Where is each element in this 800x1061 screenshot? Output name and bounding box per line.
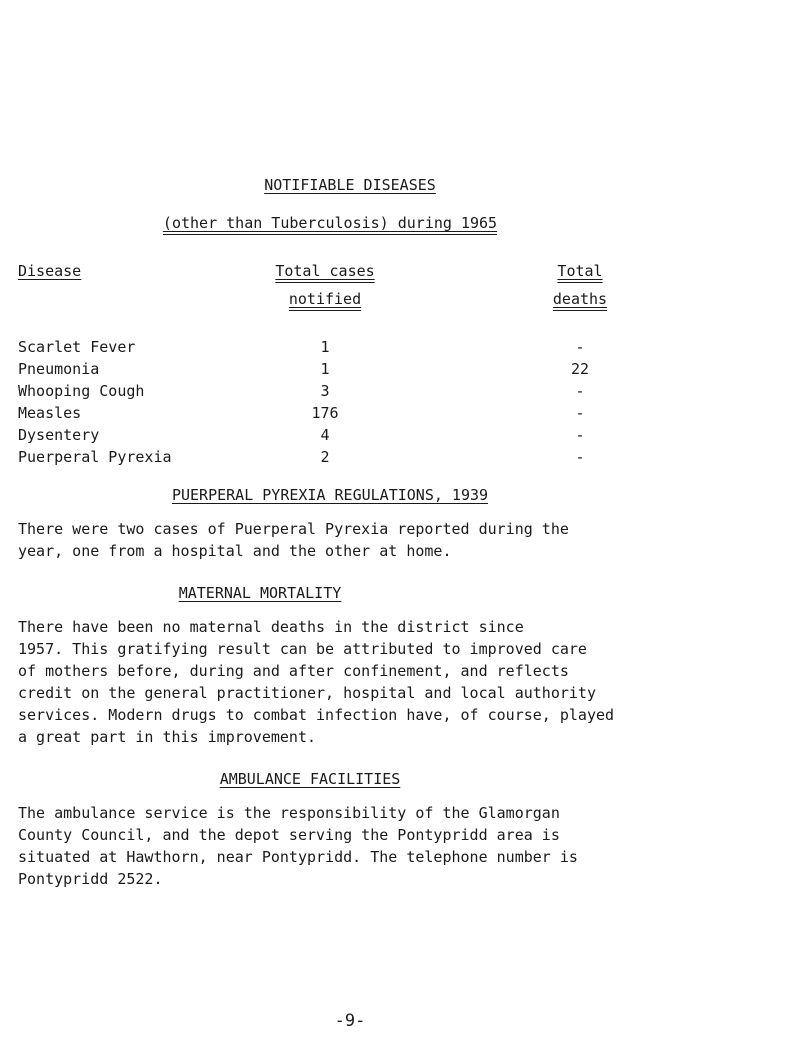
disease-name: Puerperal Pyrexia [18,448,172,466]
cases-notified: 1 [320,338,330,356]
disease-name: Whooping Cough [18,382,145,400]
disease-name: Dysentery [18,426,100,444]
puerperal-paragraph: There were two cases of Puerperal Pyrexia reported during the year, one from a hospital and the other at home. [18,520,569,560]
table-header-deaths-line2: deaths [552,290,608,308]
page-number: -9- [334,1011,366,1031]
cases-notified: 4 [320,426,330,444]
table-row [0,448,800,470]
disease-name: Scarlet Fever [18,338,136,356]
table-header-cases-line1: Total cases [275,262,375,280]
cases-notified: 1 [320,360,330,378]
total-deaths: - [575,426,585,444]
table-row [0,360,800,382]
cases-notified: 3 [320,382,330,400]
table-row [0,338,800,360]
table-header-deaths-line1: Total [557,262,603,280]
ambulance-heading: AMBULANCE FACILITIES [219,770,401,788]
table-row [0,382,800,404]
cases-notified: 2 [320,448,330,466]
table-header-disease: Disease [18,262,82,280]
total-deaths: - [575,338,585,356]
maternal-heading: MATERNAL MORTALITY [178,584,342,602]
page-subtitle: (other than Tuberculosis) during 1965 [162,214,498,232]
total-deaths: 22 [570,360,590,378]
puerperal-heading: PUERPERAL PYREXIA REGULATIONS, 1939 [171,486,489,504]
total-deaths: - [575,382,585,400]
ambulance-paragraph: The ambulance service is the responsibility of the Glamorgan County Council, and the depot serving the Pontypridd area is situated at Hawthorn, near Pontypridd. The telephone number is Pontypridd 2522. [18,804,578,888]
table-header-cases-line2: notified [288,290,362,308]
disease-name: Measles [18,404,82,422]
cases-notified: 176 [311,404,339,422]
page-title: NOTIFIABLE DISEASES [264,176,436,194]
maternal-paragraph: There have been no maternal deaths in the district since 1957. This gratifying result can be attributed to improved care of mothers before, during and after confinement, and reflects credit on the general practitioner, hospital and local authority services. Modern drugs to combat infection have, of course, played a great part in this improvement. [18,618,615,746]
total-deaths: - [575,448,585,466]
total-deaths: - [575,404,585,422]
disease-name: Pneumonia [18,360,100,378]
table-row [0,426,800,448]
table-row [0,404,800,426]
